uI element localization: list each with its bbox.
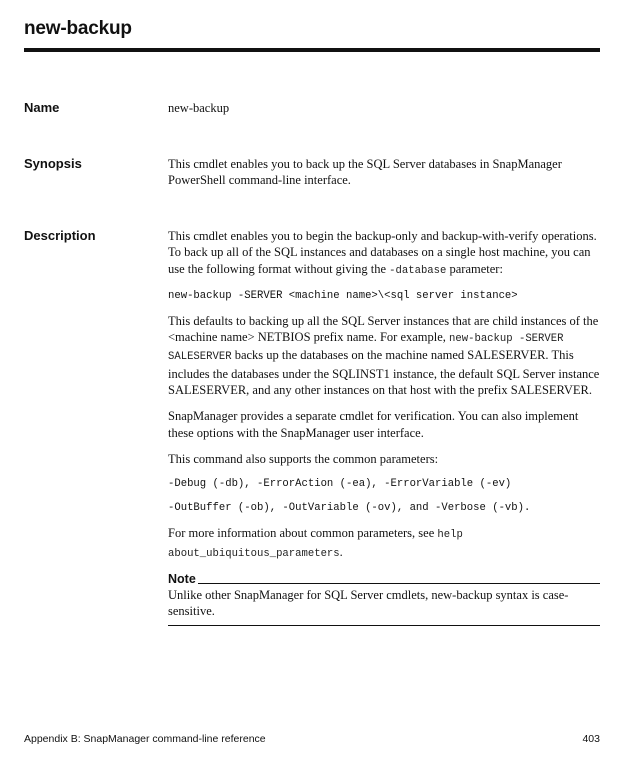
description-p5-text: For more information about common parameters, see (168, 526, 438, 541)
title-rule (24, 48, 600, 52)
synopsis-section (168, 156, 600, 199)
description-p2-text-b: backs up the databases on the machine named SALESERVER. This includes the databases under the SQLINST1 instance, the default SQL Server instance SALESERVER, and any other instances on that host with the prefix SALESERVER. (168, 348, 600, 398)
page-title: new-backup (24, 18, 132, 39)
description-paragraph-4: This command also supports the common parameters: (168, 451, 439, 466)
syntax-example-code: new-backup -SERVER <machine name>\<sql server instance> (168, 289, 518, 302)
common-params-code-2: -OutBuffer (-ob), -OutVariable (-ov), and -Verbose (-vb). (168, 502, 531, 515)
common-params-code-1: -Debug (-db), -ErrorAction (-ea), -ErrorVariable (-ev) (168, 478, 512, 491)
note-header (168, 572, 600, 586)
description-p1-text: This cmdlet enables you to begin the backup-only and backup-with-verify operations. To back up all of the SQL instances and databases on a single host machine, you can use the following format without giving the (168, 229, 597, 276)
description-label: Description (24, 228, 96, 243)
note-text: Unlike other SnapManager for SQL Server cmdlets, new-backup syntax is case-sensitive. (168, 587, 569, 619)
name-label: Name (24, 100, 60, 115)
name-value: new-backup (168, 101, 230, 115)
description-p5-end: . (339, 544, 343, 559)
description-section (168, 228, 600, 626)
description-p1-end: parameter: (446, 261, 503, 276)
synopsis-label: Synopsis (24, 156, 82, 171)
database-param-code: -database (389, 264, 447, 277)
footer-chapter-title: Appendix B: SnapManager command-line reference (24, 733, 266, 745)
description-paragraph-1 (168, 228, 600, 279)
help-command-code: help about_ubiquitous_parameters (168, 529, 463, 560)
description-paragraph-5 (168, 525, 600, 562)
description-paragraph-2 (168, 313, 600, 398)
name-text (168, 100, 600, 116)
note-title: Note (168, 571, 196, 586)
note-box (168, 572, 600, 627)
synopsis-text: This cmdlet enables you to back up the SQL Server databases in SnapManager PowerShell command-line interface. (168, 157, 562, 188)
note-rule (198, 583, 600, 584)
example-command-code: new-backup -SERVER SALESERVER (168, 333, 564, 364)
description-paragraph-3: SnapManager provides a separate cmdlet for verification. You can also implement these options with the SnapManager user interface. (168, 409, 579, 440)
description-p2-text-a: This defaults to backing up all the SQL Server instances that are child instances of the <machine name> NETBIOS prefix name. For example, (168, 313, 599, 345)
footer-page-number: 403 (582, 733, 600, 745)
